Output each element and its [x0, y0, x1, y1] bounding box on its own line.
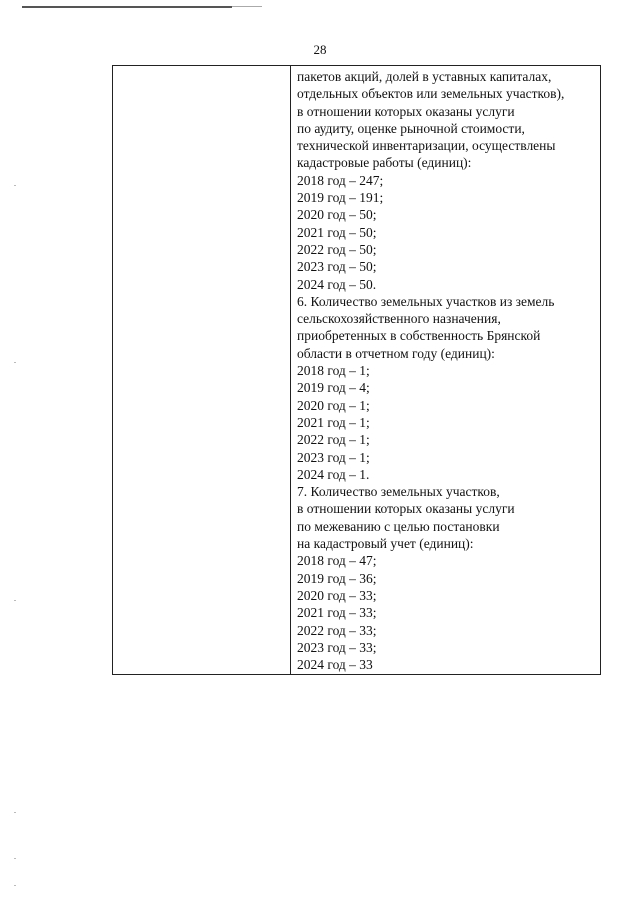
scan-mark: [14, 362, 16, 363]
table-text-line: 2019 год – 191;: [297, 190, 384, 206]
table-text-line: 2020 год – 33;: [297, 587, 377, 603]
scan-mark: [14, 185, 16, 186]
table-text-line: области в отчетном году (единиц):: [297, 345, 495, 361]
table-text-line: на кадастровый учет (единиц):: [297, 536, 474, 552]
table-text-line: 2022 год – 33;: [297, 622, 377, 638]
table-text-line: 2020 год – 1;: [297, 397, 370, 413]
table-text-line: по межеванию с целью постановки: [297, 518, 500, 534]
table-text-line: отдельных объектов или земельных участков),: [297, 86, 565, 102]
table-text-line: 2022 год – 50;: [297, 241, 377, 257]
table-text-line: 2021 год – 1;: [297, 414, 370, 430]
table-left-cell: [113, 66, 290, 674]
table-text-line: 2018 год – 1;: [297, 363, 370, 379]
table-text-line: в отношении которых оказаны услуги: [297, 501, 515, 517]
table-text-line: 6. Количество земельных участков из земель: [297, 293, 555, 309]
table-text-line: 2018 год – 247;: [297, 172, 384, 188]
table-text-line: 7. Количество земельных участков,: [297, 484, 500, 500]
table-text-line: кадастровые работы (единиц):: [297, 155, 472, 171]
table-text-line: 2019 год – 4;: [297, 380, 370, 396]
table-text-line: 2018 год – 47;: [297, 553, 377, 569]
scan-mark: [14, 812, 16, 813]
scan-mark: [14, 600, 16, 601]
table-text-line: 2019 год – 36;: [297, 570, 377, 586]
scan-mark: [14, 858, 16, 859]
header-rule-tail: [232, 6, 262, 7]
table-right-cell: [297, 68, 597, 673]
table-text-line: в отношении которых оказаны услуги: [297, 103, 515, 119]
table-text-line: сельскохозяйственного назначения,: [297, 311, 501, 327]
table-text-line: 2021 год – 50;: [297, 224, 377, 240]
table-text-line: 2023 год – 33;: [297, 639, 377, 655]
document-table: [112, 65, 601, 675]
scan-mark: [14, 885, 16, 886]
table-text-line: по аудиту, оценке рыночной стоимости,: [297, 120, 525, 136]
table-text-line: 2024 год – 1.: [297, 466, 370, 482]
table-text-line: 2023 год – 1;: [297, 449, 370, 465]
table-text-line: 2020 год – 50;: [297, 207, 377, 223]
table-text-line: 2022 год – 1;: [297, 432, 370, 448]
table-text-line: 2021 год – 33;: [297, 605, 377, 621]
table-text-line: технической инвентаризации, осуществлены: [297, 138, 556, 154]
header-rule: [22, 6, 232, 8]
page-number: 28: [313, 42, 327, 57]
table-column-divider: [290, 66, 291, 674]
table-text-line: 2023 год – 50;: [297, 259, 377, 275]
table-text-line: 2024 год – 33: [297, 657, 373, 673]
table-text-line: 2024 год – 50.: [297, 276, 377, 292]
table-text-line: пакетов акций, долей в уставных капиталах,: [297, 69, 552, 84]
table-text-line: приобретенных в собственность Брянской: [297, 328, 541, 344]
